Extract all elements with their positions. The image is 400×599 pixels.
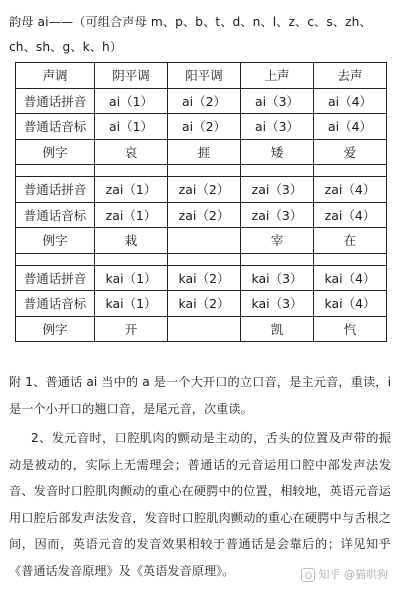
note-1-text: 附 1、普通话 ai 当中的 a 是一个大开口的立口音，是主元音，重读，i 是一个小开口的翘口音，是尾元音，次重读。 bbox=[9, 375, 391, 416]
table-row bbox=[16, 139, 387, 165]
table-cell: kai（3） bbox=[241, 291, 314, 317]
row-label-cell: 例字 bbox=[16, 316, 95, 342]
table-row bbox=[16, 88, 387, 114]
row-label-cell: 普通话音标 bbox=[16, 114, 95, 140]
note-2-text: 2、发元音时，口腔肌肉的颤动是主动的，舌头的位置及声带的振动是被动的，实际上无需理会；普通话的元音运用口腔中部发声法发音、发音时口腔肌肉颤动的重心在硬腭中的位置，相较地，英语元音运用口腔后部发声法发音，发音时口腔肌肉颤动的重心在硬腭中与舌根之间，因而，英语元音的发音效果相较于普通话是会靠后的；详见知乎《普通话发音原理》及《英语发音原理》。 bbox=[9, 431, 391, 578]
spacer-cell bbox=[95, 253, 168, 265]
table-cell: kai（2） bbox=[168, 265, 241, 291]
spacer-row bbox=[16, 253, 387, 265]
row-label-cell: 普通话音标 bbox=[16, 291, 95, 317]
table-cell: zai（3） bbox=[241, 177, 314, 203]
header-cell: 阳平调 bbox=[168, 63, 241, 89]
table-row bbox=[16, 177, 387, 203]
page-title: 韵母 ai——（可组合声母 m、p、b、t、d、n、l、z、c、s、zh、ch、sh、g、k、h） bbox=[9, 15, 372, 54]
table-cell: kai（1） bbox=[95, 265, 168, 291]
spacer-cell bbox=[95, 165, 168, 177]
spacer-row bbox=[16, 165, 387, 177]
table-cell: kai（1） bbox=[95, 291, 168, 317]
row-label-cell: 普通话拼音 bbox=[16, 265, 95, 291]
table-cell: ai（4） bbox=[314, 88, 387, 114]
table-cell: zai（3） bbox=[241, 202, 314, 228]
watermark bbox=[301, 562, 389, 588]
table-cell: kai（4） bbox=[314, 291, 387, 317]
table-cell: ai（1） bbox=[95, 88, 168, 114]
table-cell: ai（1） bbox=[95, 114, 168, 140]
header-cell: 上声 bbox=[241, 63, 314, 89]
table-row bbox=[16, 228, 387, 254]
table-cell: 在 bbox=[314, 228, 387, 254]
table-cell: 忾 bbox=[314, 316, 387, 342]
header-cell: 声调 bbox=[16, 63, 95, 89]
row-label-cell: 普通话拼音 bbox=[16, 177, 95, 203]
table-cell: ai（2） bbox=[168, 114, 241, 140]
table-row bbox=[16, 202, 387, 228]
spacer-cell bbox=[314, 165, 387, 177]
table-cell: zai（1） bbox=[95, 177, 168, 203]
table-cell: 哀 bbox=[95, 139, 168, 165]
table-cell: ai（2） bbox=[168, 88, 241, 114]
row-label-cell: 普通话音标 bbox=[16, 202, 95, 228]
spacer-cell bbox=[16, 165, 95, 177]
row-label-cell: 例字 bbox=[16, 228, 95, 254]
table-cell: 宰 bbox=[241, 228, 314, 254]
table-cell: zai（4） bbox=[314, 202, 387, 228]
table-cell: zai（1） bbox=[95, 202, 168, 228]
table-cell: kai（4） bbox=[314, 265, 387, 291]
row-label-cell: 普通话拼音 bbox=[16, 88, 95, 114]
table-cell: ai（3） bbox=[241, 88, 314, 114]
table-cell bbox=[168, 316, 241, 342]
table-cell: kai（2） bbox=[168, 291, 241, 317]
table-cell: 矮 bbox=[241, 139, 314, 165]
table-cell: kai（3） bbox=[241, 265, 314, 291]
table-cell: 开 bbox=[95, 316, 168, 342]
table-cell: 捱 bbox=[168, 139, 241, 165]
table-row bbox=[16, 265, 387, 291]
watermark-text: 知乎 @猫哄狗 bbox=[318, 568, 388, 581]
spacer-cell bbox=[241, 253, 314, 265]
table-cell bbox=[168, 228, 241, 254]
note-paragraph-1 bbox=[9, 369, 391, 422]
zhihu-logo-icon bbox=[301, 568, 315, 582]
spacer-cell bbox=[241, 165, 314, 177]
table-header-row bbox=[16, 63, 387, 89]
spacer-cell bbox=[168, 165, 241, 177]
table-cell: 凯 bbox=[241, 316, 314, 342]
spacer-cell bbox=[16, 253, 95, 265]
table-cell: ai（4） bbox=[314, 114, 387, 140]
table-cell: ai（3） bbox=[241, 114, 314, 140]
header-cell: 去声 bbox=[314, 63, 387, 89]
row-label-cell: 例字 bbox=[16, 139, 95, 165]
spacer-cell bbox=[168, 253, 241, 265]
table-cell: 栽 bbox=[95, 228, 168, 254]
table-row bbox=[16, 114, 387, 140]
table-cell: 爱 bbox=[314, 139, 387, 165]
table-cell: zai（2） bbox=[168, 202, 241, 228]
table-row bbox=[16, 291, 387, 317]
table-cell: zai（4） bbox=[314, 177, 387, 203]
table-row bbox=[16, 316, 387, 342]
header-cell: 阴平调 bbox=[95, 63, 168, 89]
spacer-cell bbox=[314, 253, 387, 265]
tone-table bbox=[15, 62, 387, 342]
table-cell: zai（2） bbox=[168, 177, 241, 203]
note-paragraph-2 bbox=[9, 425, 391, 584]
